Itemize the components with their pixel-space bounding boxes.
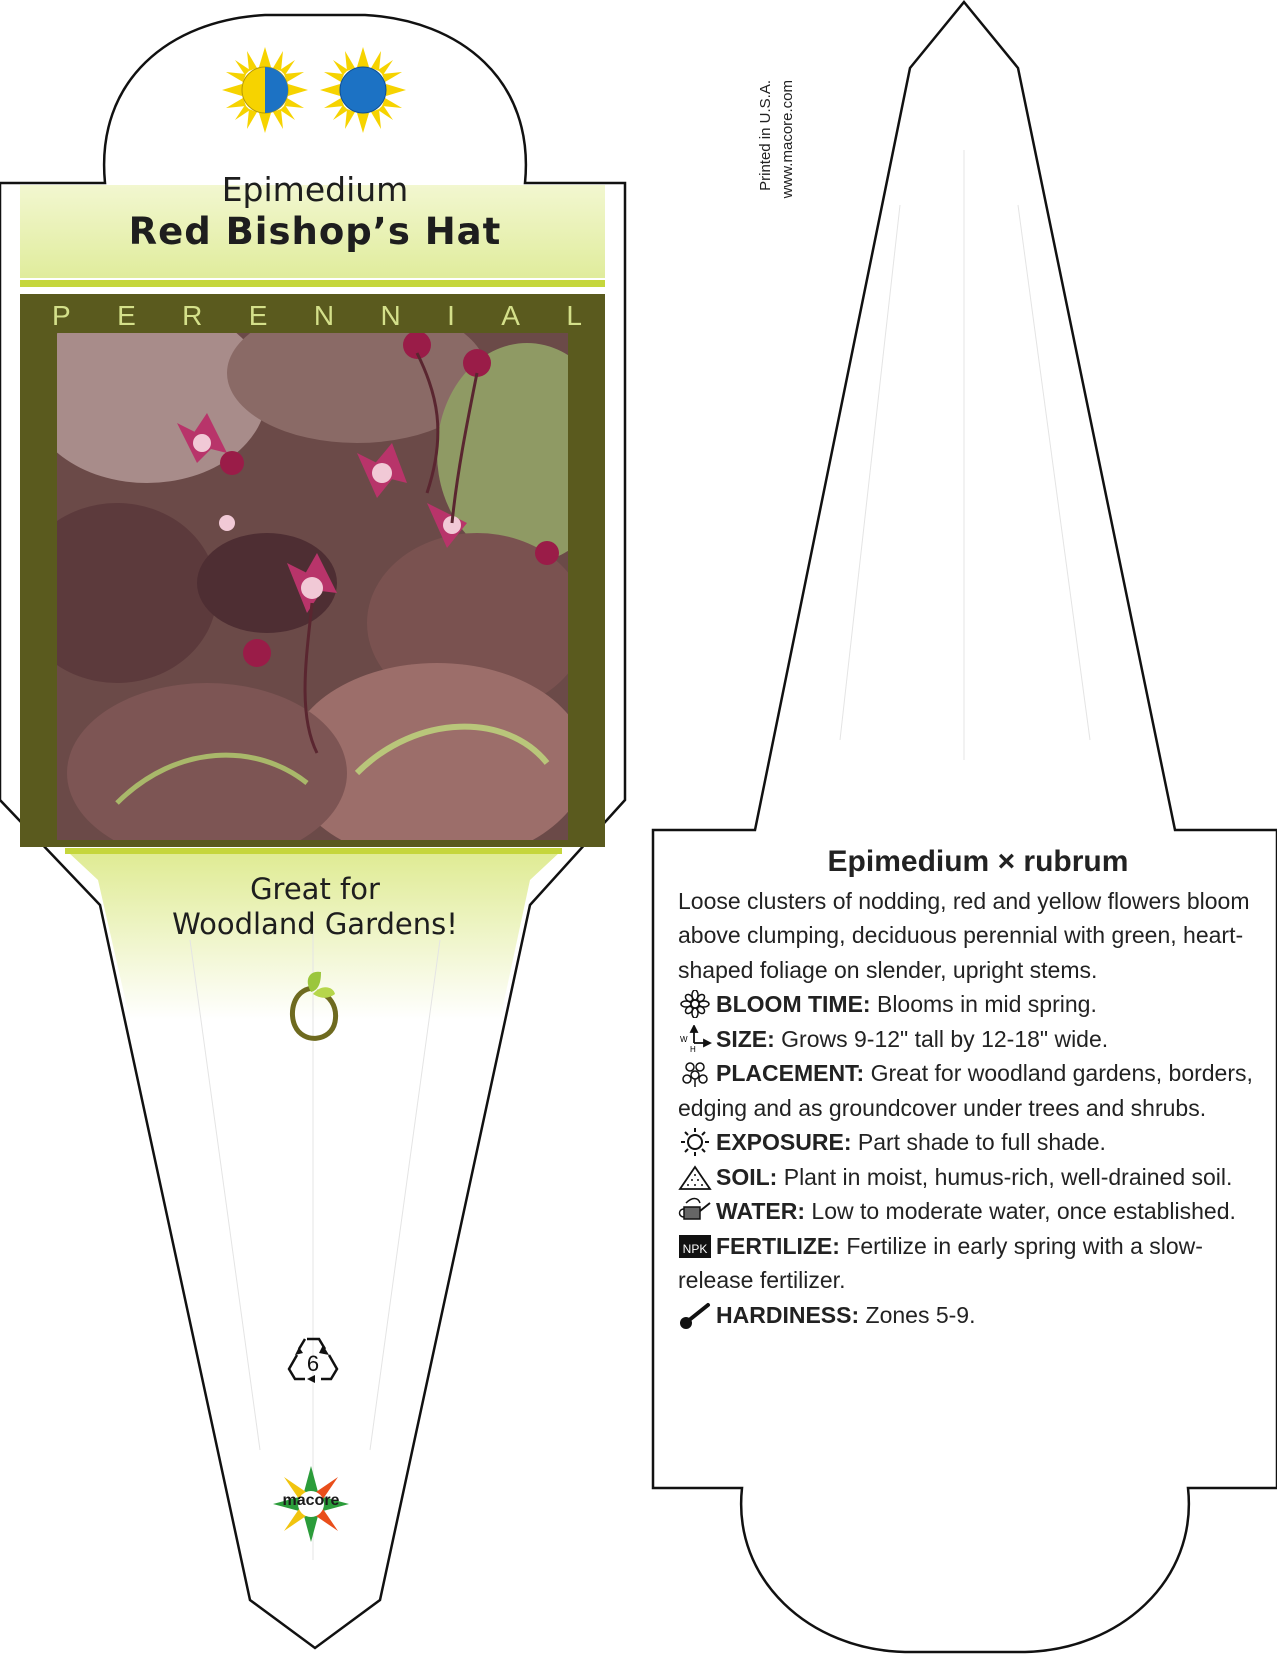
thermometer-icon (678, 1301, 712, 1329)
tagline (60, 872, 570, 942)
recycle-code: 6 (306, 1351, 320, 1376)
care-label: EXPOSURE: (716, 1129, 852, 1155)
category-letter: E (117, 300, 136, 331)
category-letter: R (182, 300, 203, 331)
placement-icon (678, 1059, 712, 1087)
category-letter: N (313, 300, 335, 331)
svg-text:W: W (680, 1034, 688, 1044)
tagline-line2: Woodland Gardens! (172, 907, 458, 941)
npk-text: NPK (682, 1241, 708, 1256)
care-text: Low to moderate water, once established. (805, 1198, 1236, 1224)
care-label: WATER: (716, 1198, 806, 1224)
care-soil (678, 1160, 1258, 1195)
care-text: Zones 5-9. (859, 1301, 976, 1328)
care-label: BLOOM TIME: (716, 991, 871, 1017)
category-letter: P (52, 300, 71, 331)
care-text: Grows 9-12" tall by 12-18" wide. (774, 1025, 1109, 1052)
front-header-stripe (20, 280, 605, 287)
watering-can-icon (678, 1197, 712, 1225)
care-hardiness (678, 1298, 1258, 1333)
svg-text:H: H (690, 1044, 696, 1053)
soil-icon (678, 1163, 712, 1191)
part-shade-sun-icon (220, 45, 310, 135)
care-label: HARDINESS: (716, 1301, 860, 1328)
brand-name: macore (282, 1492, 340, 1509)
care-fertilize (678, 1229, 1258, 1298)
care-label: FERTILIZE: (716, 1232, 840, 1259)
printed-in-text: Printed in U.S.A. (757, 80, 774, 191)
back-tag-outline (653, 2, 1277, 1652)
flower-icon (678, 990, 712, 1018)
care-label: SIZE: (716, 1025, 775, 1052)
category-letter: N (380, 300, 401, 331)
care-label: SOIL: (716, 1163, 778, 1190)
seedling-logo-icon (285, 968, 341, 1046)
care-placement (678, 1056, 1258, 1125)
tagline-line1: Great for (250, 872, 380, 906)
category-letter: L (566, 300, 582, 331)
common-name-line2: Red Bishop’s Hat (128, 210, 502, 253)
care-bloom-time (678, 987, 1258, 1022)
plant-photo (57, 333, 568, 840)
plant-description: Loose clusters of nodding, red and yellow flowers bloom above clumping, deciduous perennial with green, heart-shaped foliage on slender, upright stems. (678, 887, 1250, 983)
care-info (678, 845, 1258, 1332)
care-water (678, 1194, 1258, 1229)
website-text: www.macore.com (779, 80, 796, 199)
care-text: Part shade to full shade. (851, 1129, 1106, 1155)
care-exposure (678, 1125, 1258, 1160)
size-arrows-icon (678, 1025, 712, 1053)
sun-outline-icon (678, 1128, 712, 1156)
full-shade-sun-icon (318, 45, 408, 135)
care-size (678, 1022, 1258, 1057)
care-label: PLACEMENT: (716, 1060, 865, 1086)
care-text: Plant in moist, humus-rich, well-drained soil. (777, 1163, 1233, 1190)
category-letter: A (501, 300, 520, 331)
front-lower-stripe (65, 848, 562, 854)
category-letter: I (447, 300, 455, 331)
care-text: Fertilize in early spring with a slow-release fertilizer. (678, 1232, 1203, 1293)
care-text: Great for woodland gardens, borders, edging and as groundcover under trees and shrubs. (678, 1060, 1253, 1121)
botanical-name: Epimedium × rubrum (827, 845, 1129, 878)
common-name-line1: Epimedium (221, 170, 409, 209)
recycle-icon (285, 1333, 341, 1387)
category-letter: E (248, 300, 268, 331)
category-label (52, 300, 582, 332)
npk-icon (678, 1232, 712, 1260)
care-text: Blooms in mid spring. (870, 991, 1097, 1017)
